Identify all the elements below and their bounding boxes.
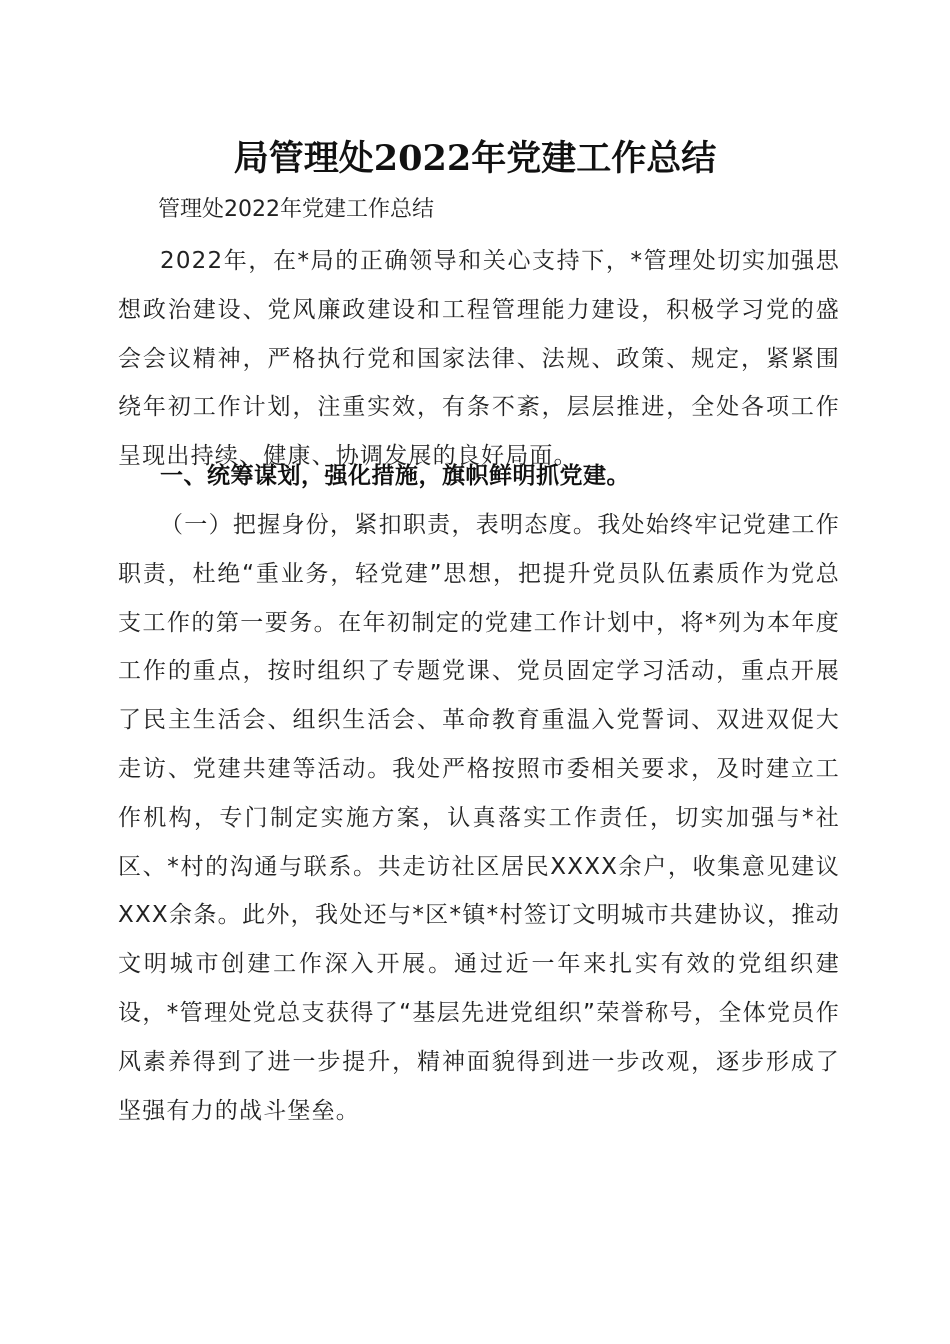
document-title: 局管理处2022年党建工作总结: [233, 138, 717, 179]
intro-paragraph: 2022年，在*局的正确领导和关心支持下，*管理处切实加强思想政治建设、党风廉政建设和工程管理能力建设，积极学习党的盛会会议精神，严格执行党和国家法律、法规、政策、规定，紧紧围绕年初工作计划，注重实效，有条不紊，层层推进，全处各项工作呈现出持续、健康、协调发展的良好局面。: [118, 248, 840, 470]
section-paragraph: （一）把握身份，紧扣职责，表明态度。我处始终牢记党建工作职责，杜绝“重业务，轻党建”思想，把提升党员队伍素质作为党总支工作的第一要务。在年初制定的党建工作计划中，将*列为本年度工作的重点，按时组织了专题党课、党员固定学习活动，重点开展了民主生活会、组织生活会、革命教育重温入党誓词、双进双促大走访、党建共建等活动。我处严格按照市委相关要求，及时建立工作机构，专门制定实施方案，认真落实工作责任，切实加强与*社区、*村的沟通与联系。共走访社区居民XXXX余户，收集意见建议XXX余条。此外，我处还与*区*镇*村签订文明城市共建协议，推动文明城市创建工作深入开展。通过近一年来扎实有效的党组织建设，*管理处党总支获得了“基层先进党组织”荣誉称号，全体党员作风素养得到了进一步提升，精神面貌得到进一步改观，逐步形成了坚强有力的战斗堡垒。: [118, 512, 840, 1124]
document-subtitle: 管理处2022年党建工作总结: [158, 197, 434, 222]
section-heading: 一、统筹谋划，强化措施，旗帜鲜明抓党建。: [160, 463, 630, 489]
